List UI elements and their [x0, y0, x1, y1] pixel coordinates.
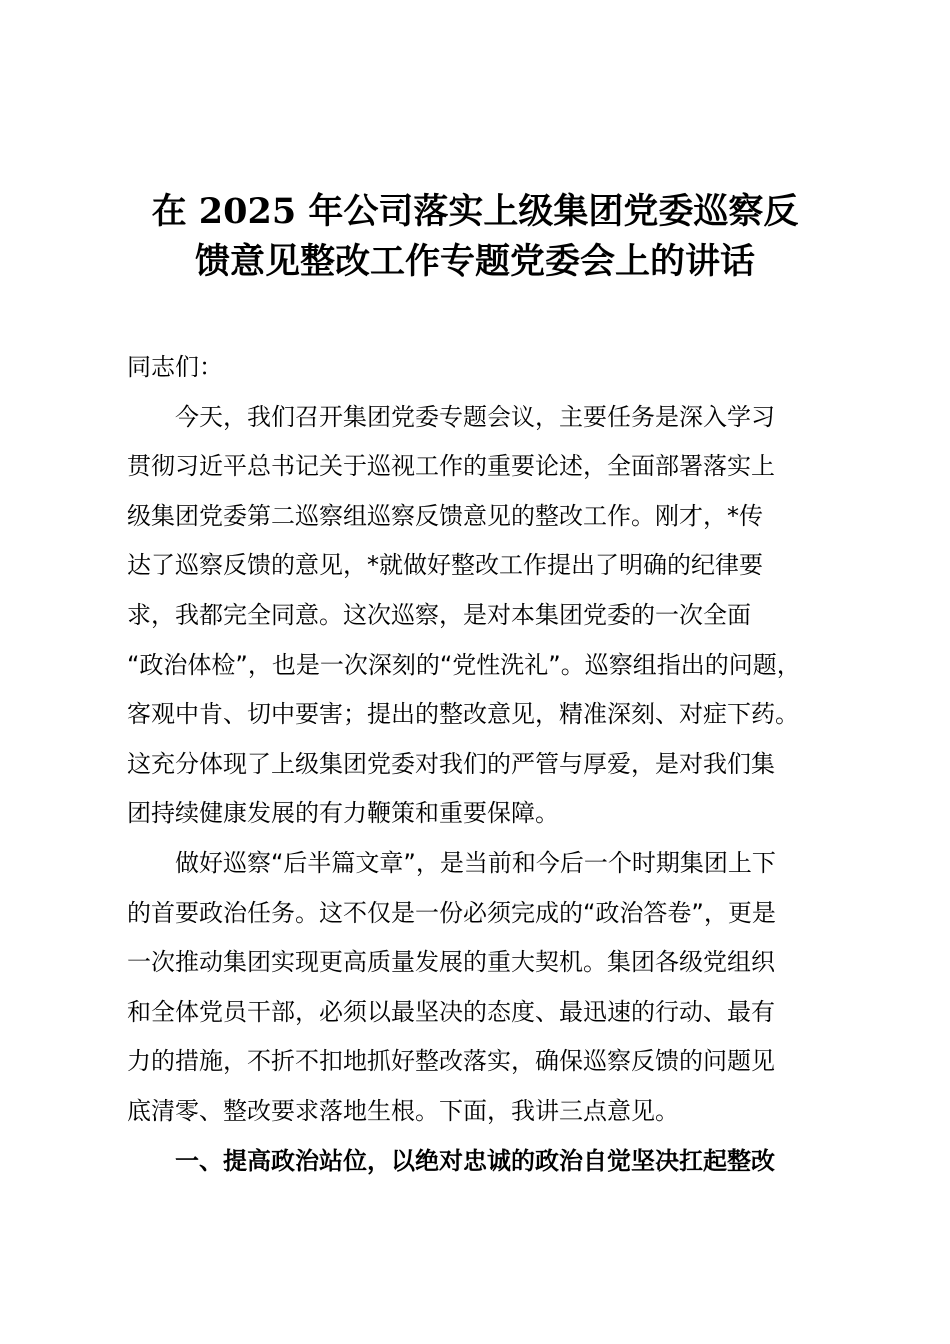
paragraph-line: 一次推动集团实现更高质量发展的重大契机。集团各级党组织: [127, 948, 775, 977]
paragraph-line: 贯彻习近平总书记关于巡视工作的重要论述，全面部署落实上: [127, 452, 775, 481]
document-body: [127, 343, 847, 1186]
salutation: 同志们：: [127, 353, 223, 381]
title-line-1: 在 2025 年公司落实上级集团党委巡察反: [151, 191, 799, 232]
paragraph-2: [127, 839, 847, 1137]
paragraph-line: 做好巡察“后半篇文章”，是当前和今后一个时期集团上下: [175, 848, 776, 877]
paragraph-line: 今天，我们召开集团党委专题会议，主要任务是深入学习: [175, 402, 775, 431]
paragraph-line: 客观中肯、切中要害；提出的整改意见，精准深刻、对症下药。: [127, 700, 799, 729]
title-line-2: 馈意见整改工作专题党委会上的讲话: [194, 241, 755, 282]
paragraph-line: 级集团党委第二巡察组巡察反馈意见的整改工作。刚才，*传: [127, 501, 763, 530]
paragraph-line: 达了巡察反馈的意见，*就做好整改工作提出了明确的纪律要: [127, 551, 763, 580]
paragraph-line: 底清零、整改要求落地生根。下面，我讲三点意见。: [127, 1096, 679, 1125]
document-title: [0, 187, 950, 287]
paragraph-line: 求，我都完全同意。这次巡察，是对本集团党委的一次全面: [127, 600, 751, 629]
paragraph-line: 团持续健康发展的有力鞭策和重要保障。: [127, 799, 559, 828]
paragraph-line: 和全体党员干部，必须以最坚决的态度、最迅速的行动、最有: [127, 997, 775, 1026]
paragraph-line: 这充分体现了上级集团党委对我们的严管与厚爱，是对我们集: [127, 749, 775, 778]
paragraph-line: 的首要政治任务。这不仅是一份必须完成的“政治答卷”，更是: [127, 898, 776, 927]
paragraph-line: 力的措施，不折不扣地抓好整改落实，确保巡察反馈的问题见: [127, 1047, 775, 1076]
section-heading: 一、提高政治站位，以绝对忠诚的政治自觉坚决扛起整改: [175, 1146, 775, 1175]
paragraph-line: “政治体检”，也是一次深刻的“党性洗礼”。巡察组指出的问题，: [127, 650, 801, 679]
paragraph-1: [127, 393, 847, 839]
